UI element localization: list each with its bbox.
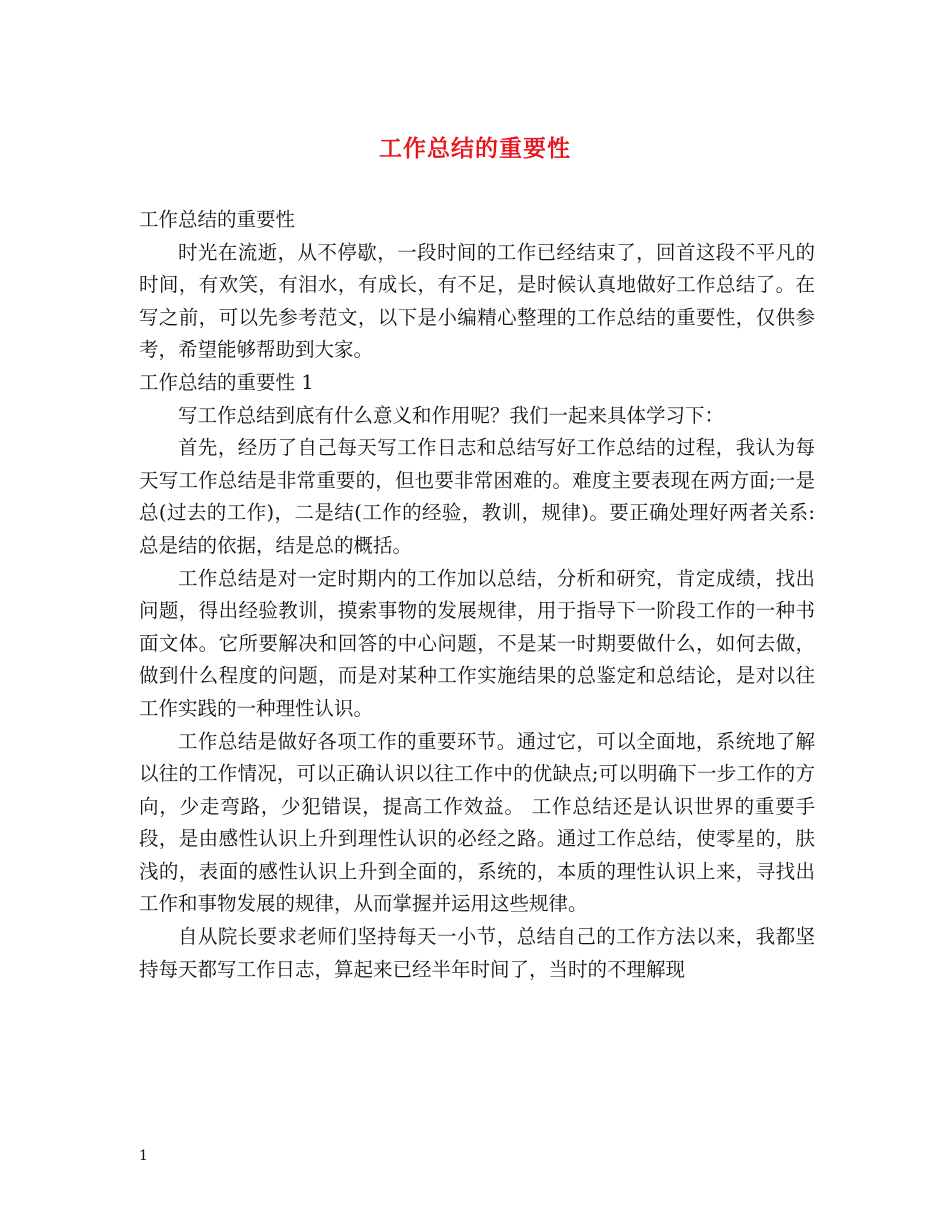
intro-paragraph: 时光在流逝，从不停歇，一段时间的工作已经结束了，回首这段不平凡的时间，有欢笑，有泪水，有成长，有不足，是时候认真地做好工作总结了。在写之前，可以先参考范文，以下是小编精心整理的工作总结的重要性，仅供参考，希望能够帮助到大家。 <box>139 240 815 362</box>
page-number: 1 <box>139 1148 148 1164</box>
paragraph-5: 自从院长要求老师们坚持每天一小节，总结自己的工作方法以来，我都坚持每天都写工作日志，算起来已经半年时间了，当时的不理解现 <box>139 925 815 981</box>
document-title: 工作总结的重要性 <box>379 135 571 162</box>
paragraph-2: 首先，经历了自己每天写工作日志和总结写好工作总结的过程，我认为每天写工作总结是非常重要的，但也要非常困难的。难度主要表现在两方面;一是总(过去的工作)，二是结(工作的经验，教训，规律)。要正确处理好两者关系:总是结的依据，结是总的概括。 <box>139 436 815 557</box>
paragraph-4: 工作总结是做好各项工作的重要环节。通过它，可以全面地，系统地了解以往的工作情况，可以正确认识以往工作中的优缺点;可以明确下一步工作的方向，少走弯路，少犯错误，提高工作效益。 工作总结还是认识世界的重要手段，是由感性认识上升到理性认识的必经之路。通过工作总结，使零星的，肤浅的，表面的感性认识上升到全面的，系统的，本质的理性认识上来，寻找出工作和事物发展的规律，从而掌握并运用这些规律。 <box>139 729 815 916</box>
section-heading-1: 工作总结的重要性 1 <box>139 370 314 394</box>
section-heading-intro: 工作总结的重要性 <box>139 208 296 231</box>
paragraph-3: 工作总结是对一定时期内的工作加以总结，分析和研究，肯定成绩，找出问题，得出经验教训，摸索事物的发展规律，用于指导下一阶段工作的一种书面文体。它所要解决和回答的中心问题，不是某一时期要做什么，如何去做，做到什么程度的问题，而是对某种工作实施结果的总鉴定和总结论，是对以往工作实践的一种理性认识。 <box>139 566 815 720</box>
paragraph-1: 写工作总结到底有什么意义和作用呢？我们一起来具体学习下： <box>178 403 725 427</box>
document-body <box>139 204 815 986</box>
